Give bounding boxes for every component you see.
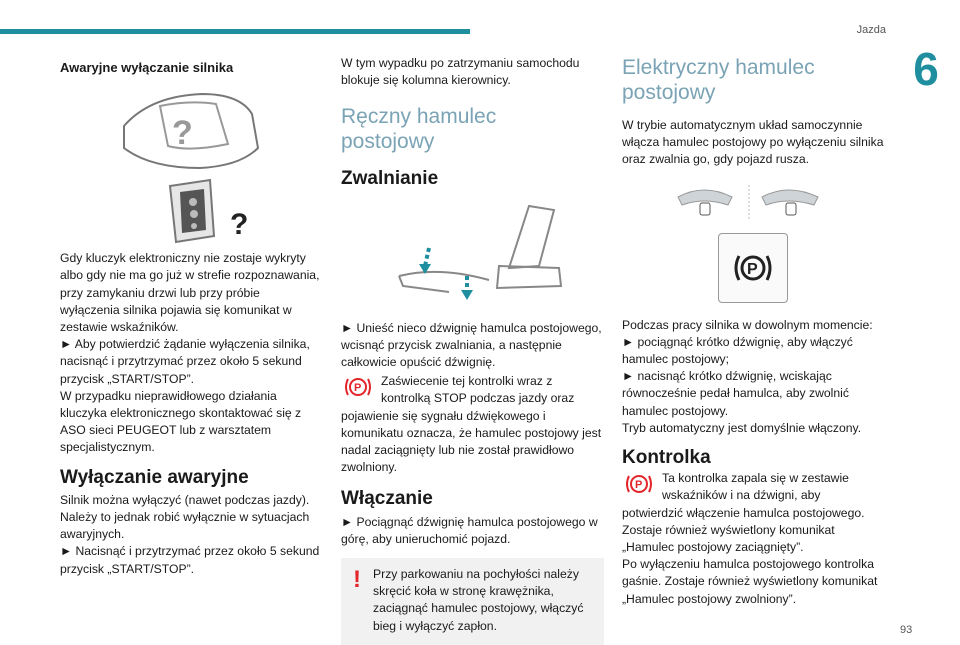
svg-text:P: P (354, 382, 362, 395)
paragraph: Podczas pracy silnika w dowolnym momencie: (622, 317, 873, 332)
emergency-shutdown-heading: Wyłączanie awaryjne (60, 466, 249, 488)
arrow-down-icon (461, 290, 473, 300)
car-key-illustration (90, 86, 322, 246)
lamp-note (622, 470, 884, 608)
column-2 (341, 55, 604, 645)
svg-text:P: P (635, 479, 643, 492)
paragraph: W przypadku nieprawidłowego działania kluczyka elektronicznego skontaktować się z ASO sieci PEUGEOT lub z warsztatem specjalistycznym. (60, 388, 302, 455)
steering-wheel-right-icon (762, 190, 818, 215)
paragraph: W trybie automatycznym układ samoczynnie włącza hamulec postojowy po wyłączeniu silnika oraz zwalnia go, gdy pojazd rusza. (622, 118, 884, 167)
header-accent-bar (0, 29, 470, 34)
parking-brake-warning-icon (622, 470, 656, 498)
paragraph: ► Nacisnąć i przytrzymać przez około 5 sekund przycisk „START/STOP”. (60, 544, 320, 576)
paragraph: Silnik można wyłączyć (nawet podczas jazdy). Należy to jednak robić wyłącznie w sytuacjach awaryjnych. (60, 492, 310, 542)
electric-brake-illustration (674, 185, 884, 219)
key-fob-icon (170, 180, 214, 242)
paragraph: ► pociągnąć krótko dźwignię, aby włączyć hamulec postojowy; (622, 334, 853, 367)
paragraph: ► Unieść nieco dźwignię hamulca postojowego, wcisnąć przycisk zwalniania, a następnie całkowicie opuścić dźwignię. (341, 320, 602, 370)
manual-parking-brake-title: Ręczny hamulec postojowy (341, 105, 497, 154)
release-heading: Zwalnianie (341, 168, 439, 190)
emergency-stop-heading: Awaryjne wyłączanie silnika (60, 60, 234, 75)
question-mark-icon: ? (172, 114, 193, 153)
handbrake-illustration (389, 196, 604, 308)
page-number: 93 (900, 624, 913, 636)
exclamation-icon: ! (353, 566, 361, 594)
paragraph: ► Pociągnąć dźwignię hamulca postojowego w górę, aby unieruchomić pojazd. (341, 514, 598, 546)
paragraph: Zaświecenie tej kontrolki wraz z kontrolką STOP podczas jazdy oraz pojawienie się sygnału dźwiękowego i komunikatu oznacza, że hamulec postojowy jest nadal zaciągnięty lub nie został prawidłowo zwolniony. (341, 374, 602, 475)
warning-lamp-note (341, 373, 604, 476)
steering-wheel-left-icon (678, 190, 732, 215)
warning-text: Przy parkowaniu na pochyłości należy skręcić koła w stronę krawężnika, zaciągnąć hamulec postojowy, włączyć bieg i wyłączyć zapłon. (373, 567, 584, 633)
svg-text:P: P (747, 260, 758, 278)
electric-brake-button-icon (718, 233, 788, 303)
electric-parking-brake-title: Elektryczny hamulec postojowy (622, 56, 815, 104)
paragraph: W tym wypadku po zatrzymaniu samochodu blokuje się kolumna kierownicy. (341, 56, 580, 88)
parking-brake-warning-icon (341, 373, 375, 401)
paragraph: Gdy kluczyk elektroniczny nie zostaje wykryty albo gdy nie ma go już w strefie rozpoznawania, przy zamykaniu drzwi lub przy próbie wyłączenia silnika pojawia się komunikat w zestawie wskaźników. (60, 251, 320, 335)
column-1 (60, 55, 322, 578)
paragraph: Tryb automatyczny jest domyślnie włączony. (622, 420, 862, 435)
warning-box (341, 558, 604, 645)
apply-heading: Włączanie (341, 488, 433, 510)
paragraph: ► Aby potwierdzić żądanie wyłączenia silnika, nacisnąć i przytrzymać przez około 5 sekund przycisk „START/STOP”. (60, 337, 310, 386)
paragraph: Ta kontrolka zapala się w zestawie wskaźników i na dźwigni, aby potwierdzić włączenie hamulca postojowego. Zostaje również wyświetlony komunikat „Hamulec postojowy zaciągnięty”. (622, 471, 865, 555)
question-mark-icon: ? (230, 208, 249, 242)
chapter-number: 6 (913, 43, 939, 95)
lamp-heading: Kontrolka (622, 447, 711, 469)
paragraph: Po wyłączeniu hamulca postojowego kontrolka gaśnie. Zostaje również wyświetlony komunikat „Hamulec postojowy zwolniony”. (622, 557, 878, 606)
paragraph: ► nacisnąć krótko dźwignię, wciskając równocześnie pedał hamulca, aby zwolnić hamulec postojowy. (622, 369, 849, 418)
column-3 (622, 55, 884, 608)
section-label: Jazda (856, 24, 886, 36)
seat-and-lever-drawing (399, 206, 561, 292)
